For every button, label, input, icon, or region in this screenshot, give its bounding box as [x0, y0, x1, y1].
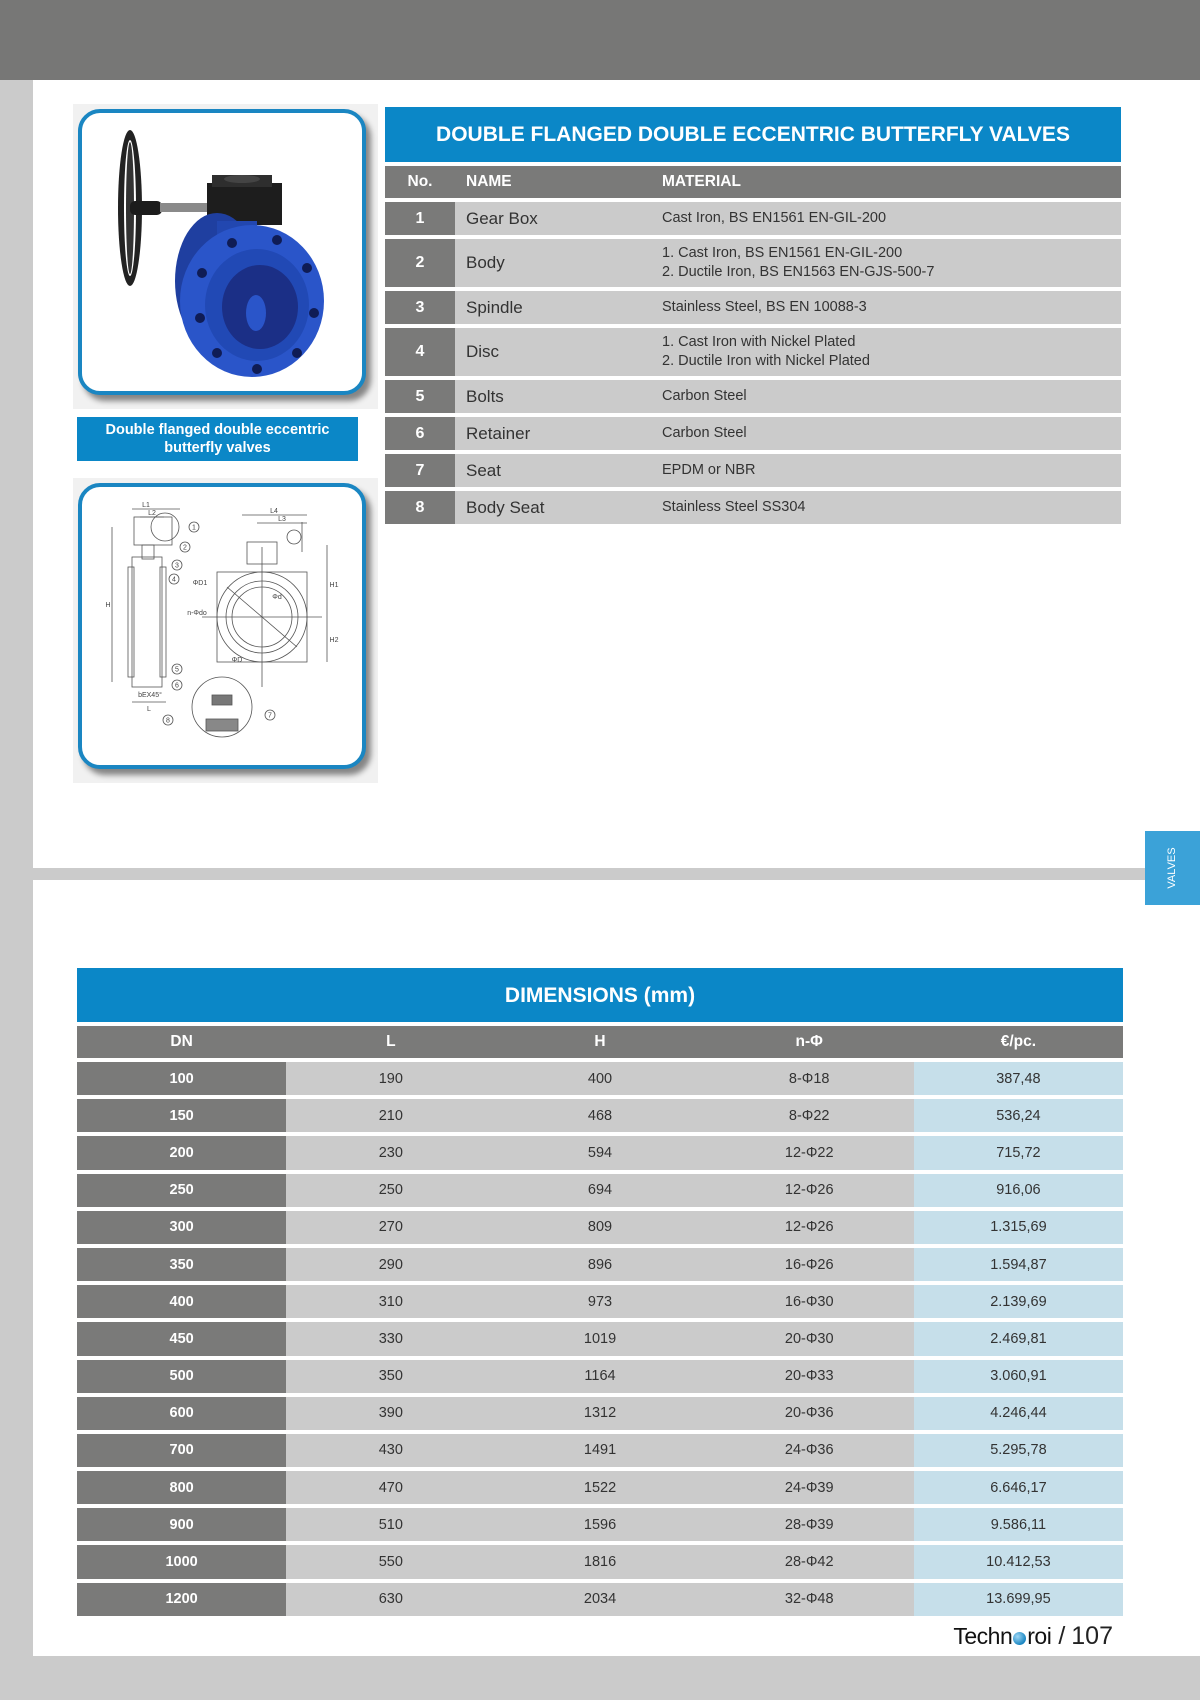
dn-value: 900: [77, 1508, 286, 1541]
l-value: 430: [286, 1434, 495, 1467]
part-material: [651, 202, 1121, 235]
header-no: No.: [407, 173, 433, 190]
part-material: [651, 454, 1121, 487]
header-dn: DN: [170, 1033, 193, 1050]
part-name: Gear Box: [466, 208, 538, 228]
svg-text:7: 7: [268, 712, 272, 720]
footer-separator: /: [1058, 1622, 1066, 1650]
n-phi-value: 28-Φ39: [705, 1508, 914, 1541]
parts-table-body: [385, 202, 1121, 524]
dimensions-row: [77, 1248, 1123, 1281]
h-value: 1491: [495, 1434, 704, 1467]
l-value: 470: [286, 1471, 495, 1504]
price-value: 5.295,78: [914, 1434, 1123, 1467]
parts-table-header: [385, 166, 1121, 198]
dimensions-row: [77, 1099, 1123, 1132]
valve-schematic: [82, 487, 362, 765]
page-footer: [953, 1622, 1113, 1651]
part-name: Retainer: [466, 423, 531, 443]
part-name: Seat: [466, 460, 501, 480]
part-material-line: Carbon Steel: [662, 388, 747, 404]
h-value: 1019: [495, 1322, 704, 1355]
brand-globe-icon: [1013, 1632, 1026, 1645]
svg-text:Φd: Φd: [272, 594, 282, 601]
part-material-line: 2. Ductile Iron with Nickel Plated: [662, 353, 870, 369]
price-value: 536,24: [914, 1099, 1123, 1132]
dimensions-row: [77, 1062, 1123, 1095]
part-material-line: Carbon Steel: [662, 425, 747, 441]
parts-row: [385, 202, 1121, 235]
dimensions-row: [77, 1285, 1123, 1318]
n-phi-value: 24-Φ39: [705, 1471, 914, 1504]
product-photo-frame: [78, 109, 366, 395]
h-value: 896: [495, 1248, 704, 1281]
h-value: 1164: [495, 1360, 704, 1393]
dn-value: 200: [77, 1136, 286, 1169]
part-number: 8: [385, 491, 455, 524]
svg-text:5: 5: [175, 666, 179, 674]
product-caption: Double flanged double eccentric butterfly valves: [77, 417, 358, 461]
h-value: 400: [495, 1062, 704, 1095]
dn-value: 450: [77, 1322, 286, 1355]
dimensions-table-body: [77, 1062, 1123, 1616]
svg-text:H1: H1: [329, 582, 339, 589]
dn-value: 100: [77, 1062, 286, 1095]
header-l: L: [386, 1033, 396, 1050]
part-material-line: Stainless Steel SS304: [662, 499, 806, 515]
price-value: 2.139,69: [914, 1285, 1123, 1318]
n-phi-value: 28-Φ42: [705, 1545, 914, 1578]
product-photo: [73, 104, 378, 409]
header-n-phi: n-Φ: [795, 1033, 823, 1050]
svg-text:L: L: [147, 706, 151, 713]
h-value: 1816: [495, 1545, 704, 1578]
dimensions-row: [77, 1174, 1123, 1207]
dn-value: 300: [77, 1211, 286, 1244]
n-phi-value: 8-Φ18: [705, 1062, 914, 1095]
part-number: 2: [385, 239, 455, 287]
technical-drawing: [73, 478, 378, 783]
price-value: 1.315,69: [914, 1211, 1123, 1244]
n-phi-value: 32-Φ48: [705, 1583, 914, 1616]
section-tab-valves[interactable]: [1145, 831, 1200, 905]
technical-drawing-frame: [78, 483, 366, 769]
l-value: 250: [286, 1174, 495, 1207]
svg-text:n-Φdo: n-Φdo: [187, 610, 207, 617]
price-value: 4.246,44: [914, 1397, 1123, 1430]
parts-row: [385, 454, 1121, 487]
top-banner: [0, 0, 1200, 80]
svg-text:H: H: [105, 602, 111, 609]
part-number: 6: [385, 417, 455, 450]
header-material: MATERIAL: [662, 173, 741, 190]
part-material-line: Cast Iron, BS EN1561 EN-GIL-200: [662, 210, 887, 226]
price-value: 13.699,95: [914, 1583, 1123, 1616]
l-value: 270: [286, 1211, 495, 1244]
part-material: [651, 239, 1121, 287]
dimensions-table-header: [77, 1026, 1123, 1058]
dn-value: 400: [77, 1285, 286, 1318]
part-material: [651, 380, 1121, 413]
dn-value: 500: [77, 1360, 286, 1393]
svg-text:bEX45°: bEX45°: [138, 692, 162, 699]
part-material: [651, 328, 1121, 376]
n-phi-value: 8-Φ22: [705, 1099, 914, 1132]
svg-text:H2: H2: [329, 637, 339, 644]
h-value: 594: [495, 1136, 704, 1169]
n-phi-value: 20-Φ30: [705, 1322, 914, 1355]
dimensions-row: [77, 1471, 1123, 1504]
side-view-body: [132, 557, 162, 687]
header-h: H: [594, 1033, 606, 1050]
part-name: Disc: [466, 342, 500, 361]
dimensions-row: [77, 1211, 1123, 1244]
part-material-line: 2. Ductile Iron, BS EN1563 EN-GJS-500-7: [662, 264, 935, 280]
price-value: 916,06: [914, 1174, 1123, 1207]
n-phi-value: 24-Φ36: [705, 1434, 914, 1467]
dimensions-row: [77, 1360, 1123, 1393]
price-value: 1.594,87: [914, 1248, 1123, 1281]
h-value: 973: [495, 1285, 704, 1318]
svg-text:L1: L1: [142, 502, 150, 509]
dn-value: 800: [77, 1471, 286, 1504]
dimensions-row: [77, 1508, 1123, 1541]
dimensions-table-title: DIMENSIONS (mm): [77, 968, 1123, 1022]
part-material: [651, 417, 1121, 450]
svg-text:L2: L2: [148, 510, 156, 517]
l-value: 330: [286, 1322, 495, 1355]
part-name: Bolts: [466, 386, 504, 406]
price-value: 387,48: [914, 1062, 1123, 1095]
svg-text:ΦD1: ΦD1: [192, 580, 208, 587]
part-name: Spindle: [466, 297, 523, 317]
parts-row: [385, 491, 1121, 524]
l-value: 210: [286, 1099, 495, 1132]
dimensions-row: [77, 1545, 1123, 1578]
dn-value: 250: [77, 1174, 286, 1207]
dimensions-row: [77, 1397, 1123, 1430]
dimensions-row: [77, 1322, 1123, 1355]
h-value: 468: [495, 1099, 704, 1132]
h-value: 1522: [495, 1471, 704, 1504]
h-value: 809: [495, 1211, 704, 1244]
part-material: [651, 291, 1121, 324]
svg-text:1: 1: [192, 524, 196, 532]
l-value: 630: [286, 1583, 495, 1616]
dn-value: 700: [77, 1434, 286, 1467]
h-value: 2034: [495, 1583, 704, 1616]
parts-row: [385, 417, 1121, 450]
part-number: 4: [385, 328, 455, 376]
parts-row: [385, 239, 1121, 287]
price-value: 3.060,91: [914, 1360, 1123, 1393]
l-value: 230: [286, 1136, 495, 1169]
part-material-line: 1. Cast Iron with Nickel Plated: [662, 334, 856, 350]
l-value: 310: [286, 1285, 495, 1318]
dimensions-row: [77, 1434, 1123, 1467]
dn-value: 150: [77, 1099, 286, 1132]
n-phi-value: 16-Φ26: [705, 1248, 914, 1281]
part-material-line: Stainless Steel, BS EN 10088-3: [662, 299, 867, 315]
n-phi-value: 12-Φ26: [705, 1174, 914, 1207]
brand-text-post: roi: [1027, 1623, 1052, 1649]
n-phi-value: 16-Φ30: [705, 1285, 914, 1318]
price-value: 10.412,53: [914, 1545, 1123, 1578]
h-value: 694: [495, 1174, 704, 1207]
parts-row: [385, 380, 1121, 413]
l-value: 390: [286, 1397, 495, 1430]
brand-logo: [953, 1623, 1051, 1650]
l-value: 350: [286, 1360, 495, 1393]
price-value: 6.646,17: [914, 1471, 1123, 1504]
price-value: 2.469,81: [914, 1322, 1123, 1355]
l-value: 290: [286, 1248, 495, 1281]
dimensions-table: [77, 968, 1123, 1616]
price-value: 9.586,11: [914, 1508, 1123, 1541]
part-name: Body: [466, 253, 505, 272]
svg-text:4: 4: [172, 576, 176, 584]
header-name: NAME: [466, 173, 512, 190]
butterfly-valve-image: [82, 113, 362, 391]
header-price: €/pc.: [1000, 1033, 1037, 1050]
price-value: 715,72: [914, 1136, 1123, 1169]
part-name: Body Seat: [466, 497, 545, 517]
page-number: 107: [1071, 1622, 1113, 1650]
svg-text:ΦD: ΦD: [231, 657, 243, 664]
n-phi-value: 20-Φ36: [705, 1397, 914, 1430]
dn-value: 1200: [77, 1583, 286, 1616]
l-value: 510: [286, 1508, 495, 1541]
dimensions-row: [77, 1136, 1123, 1169]
part-number: 3: [385, 291, 455, 324]
part-number: 7: [385, 454, 455, 487]
l-value: 550: [286, 1545, 495, 1578]
svg-text:2: 2: [183, 544, 187, 552]
part-material-line: EPDM or NBR: [662, 462, 756, 478]
section-tab-label: VALVES: [1166, 847, 1178, 889]
n-phi-value: 12-Φ26: [705, 1211, 914, 1244]
l-value: 190: [286, 1062, 495, 1095]
dn-value: 350: [77, 1248, 286, 1281]
parts-row: [385, 328, 1121, 376]
dimensions-row: [77, 1583, 1123, 1616]
parts-table: [385, 107, 1121, 524]
svg-text:6: 6: [175, 682, 179, 690]
brand-text-pre: Techn: [953, 1623, 1013, 1649]
n-phi-value: 20-Φ33: [705, 1360, 914, 1393]
parts-row: [385, 291, 1121, 324]
svg-text:L3: L3: [278, 516, 286, 523]
part-number: 5: [385, 380, 455, 413]
part-material: [651, 491, 1121, 524]
svg-text:L4: L4: [270, 508, 278, 515]
svg-text:8: 8: [166, 717, 170, 725]
n-phi-value: 12-Φ22: [705, 1136, 914, 1169]
h-value: 1596: [495, 1508, 704, 1541]
svg-text:3: 3: [175, 562, 179, 570]
part-number: 1: [385, 202, 455, 235]
dn-value: 1000: [77, 1545, 286, 1578]
part-material-line: 1. Cast Iron, BS EN1561 EN-GIL-200: [662, 245, 903, 261]
dn-value: 600: [77, 1397, 286, 1430]
parts-table-title: DOUBLE FLANGED DOUBLE ECCENTRIC BUTTERFLY VALVES: [385, 107, 1121, 162]
h-value: 1312: [495, 1397, 704, 1430]
